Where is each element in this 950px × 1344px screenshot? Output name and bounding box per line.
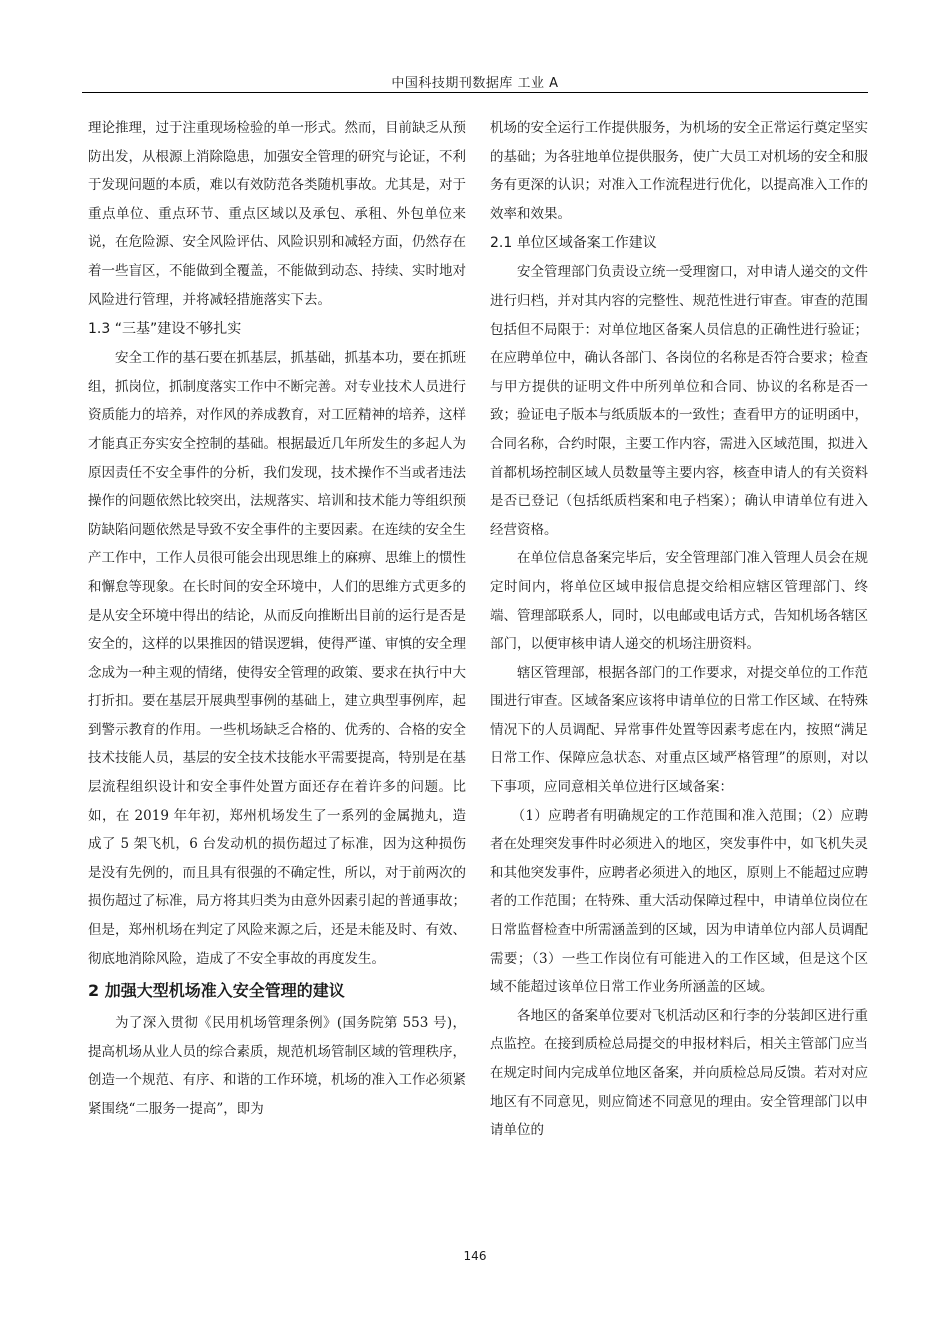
section-heading-2: 2 加强大型机场准入安全管理的建议 <box>88 981 345 1001</box>
body-paragraph: 在单位信息备案完毕后，安全管理部门准入管理人员会在规定时间内，将单位区域申报信息提交给相应辖区管理部门、终端、管理部联系人，同时，以电邮或电话方式，告知机场各辖区部门，以便审核申请人递交的机场注册资料。 <box>490 550 868 653</box>
left-column <box>88 114 466 1124</box>
page-number: 146 <box>463 1249 487 1263</box>
running-header: 中国科技期刊数据库 工业 A <box>391 76 559 91</box>
header-rule <box>82 92 868 93</box>
body-paragraph: 机场的安全运行工作提供服务，为机场的安全正常运行奠定坚实的基础；为各驻地单位提供服务，使广大员工对机场的安全和服务有更深的认识；对准入工作流程进行优化，以提高准入工作的效率和效果。 <box>490 120 868 222</box>
section-heading-2-1: 2.1 单位区域备案工作建议 <box>490 235 657 252</box>
right-column <box>490 114 868 1145</box>
section-heading-1-3: 1.3 “三基”建设不够扎实 <box>88 321 242 338</box>
body-paragraph: 辖区管理部，根据各部门的工作要求，对提交单位的工作范围进行审查。区域备案应该将申请单位的日常工作区域、在特殊情况下的人员调配、异常事件处置等因素考虑在内，按照“满足日常工作、保障应急状态、对重点区域严格管理”的原则，对以下事项，应同意相关单位进行区域备案： <box>490 664 868 796</box>
body-paragraph: 安全工作的基石要在抓基层，抓基础，抓基本功，要在抓班组，抓岗位，抓制度落实工作中不断完善。对专业技术人员进行资质能力的培养，对作风的养成教育，对工匠精神的培养，这样才能真正夯实安全控制的基础。根据最近几年所发生的多起人为原因责任不安全事件的分析，我们发现，技术操作不当或者违法操作的问题依然比较突出，法规落实、培训和技术能力等组织预防缺陷问题依然是导致不安全事件的主要因素。在连续的安全生产工作中，工作人员很可能会出现思维上的麻痹、思维上的惯性和懈怠等现象。在长时间的安全环境中，人们的思维方式更多的是从安全环境中得出的结论，从而反向推断出目前的运行是否是安全的，这样的以果推因的错误逻辑，使得严谨、审慎的安全理念成为一种主观的情绪，使得安全管理的政策、要求在执行中大打折扣。要在基层开展典型事例的基础上，建立典型事例库，起到警示教育的作用。一些机场缺乏合格的、优秀的、合格的安全技术技能人员，基层的安全技术技能水平需要提高，特别是在基层流程组织设计和安全事件处置方面还存在着许多的问题。比如，在 2019 年年初，郑州机场发生了一系列的金属抛丸，造成了 5 架飞机，6 台发动机的损伤超过了标准，因为这种损伤是没有先例的，而且具有很强的不确定性，所以，对于前两次的损伤超过了标准，局方将其归类为由意外因素引起的普通事故；但是，郑州机场在判定了风险来源之后，还是未能及时、有效、彻底地消除风险，造成了不安全事故的再度发生。 <box>88 350 466 967</box>
body-paragraph: 各地区的备案单位要对飞机活动区和行李的分装卸区进行重点监控。在接到质检总局提交的申报材料后，相关主管部门应当在规定时间内完成单位地区备案，并向质检总局反馈。若对对应地区有不同意见，则应简述不同意见的理由。安全管理部门以申请单位的 <box>490 1007 868 1139</box>
list-paragraph: （1）应聘者有明确规定的工作范围和准入范围；（2）应聘者在处理突发事件时必须进入的地区，突发事件中，如飞机失灵和其他突发事件，应聘者必须进入的地区，原则上不能超过应聘者的工作范围；在特殊、重大活动保障过程中，申请单位岗位在日常监督检查中所需涵盖到的区域，因为申请单位内部人员调配需要；（3）一些工作岗位有可能进入的工作区域，但是这个区域不能超过该单位日常工作业务所涵盖的区域。 <box>490 807 868 996</box>
body-paragraph: 理论推理，过于注重现场检验的单一形式。然而，目前缺乏从预防出发，从根源上消除隐患，加强安全管理的研究与论证，不利于发现问题的本质，难以有效防范各类随机事故。尤其是，对于重点单位、重点环节、重点区域以及承包、承租、外包单位来说，在危险源、安全风险评估、风险识别和减轻方面，仍然存在着一些盲区，不能做到全覆盖，不能做到动态、持续、实时地对风险进行管理，并将减轻措施落实下去。 <box>88 120 466 308</box>
body-paragraph: 安全管理部门负责设立统一受理窗口，对申请人递交的文件进行归档，并对其内容的完整性、规范性进行审查。审查的范围包括但不局限于：对单位地区备案人员信息的正确性进行验证；在应聘单位中，确认各部门、各岗位的名称是否符合要求；检查与甲方提供的证明文件中所列单位和合同、协议的名称是否一致；验证电子版本与纸质版本的一致性；查看甲方的证明函中，合同名称，合约时限，主要工作内容，需进入区域范围，拟进入首都机场控制区域人员数量等主要内容，核查申请人的有关资料是否已登记（包括纸质档案和电子档案）；确认申请单位有进入经营资格。 <box>490 264 868 538</box>
body-paragraph: 为了深入贯彻《民用机场管理条例》(国务院第 553 号)，提高机场从业人员的综合素质，规范机场管制区域的管理秩序，创造一个规范、有序、和谐的工作环境，机场的准入工作必须紧紧围绕“二服务一提高”，即为 <box>88 1015 466 1117</box>
